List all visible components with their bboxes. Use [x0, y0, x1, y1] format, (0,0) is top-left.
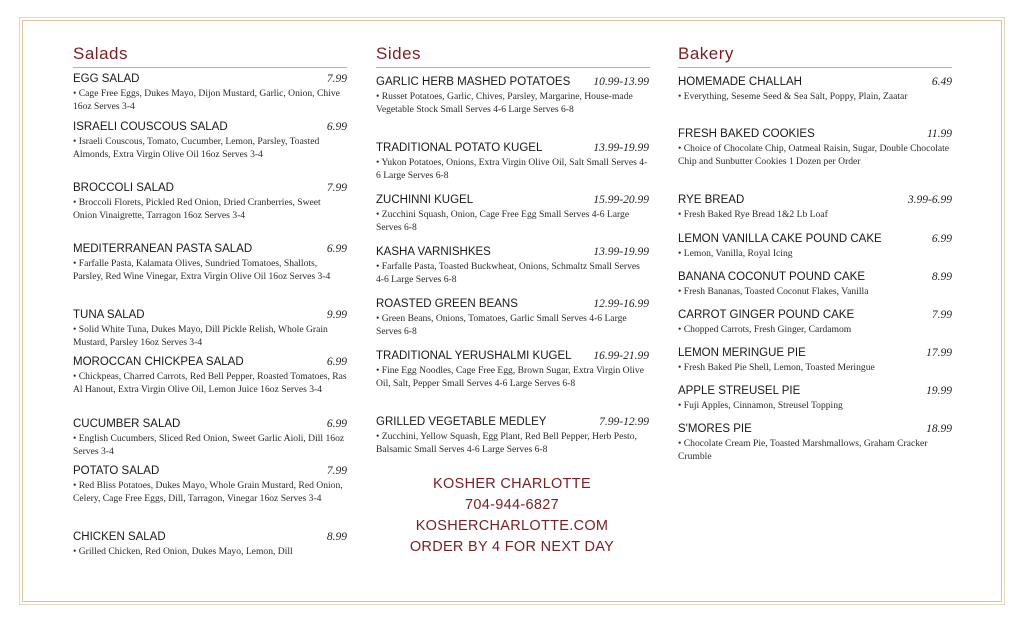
item-description: • Fresh Bananas, Toasted Coconut Flakes, Vanilla: [678, 286, 869, 297]
item-price: 7.99: [326, 182, 347, 194]
item-price: 12.99-16.99: [593, 298, 649, 310]
menu-item: [678, 308, 952, 337]
menu-item: [678, 75, 952, 104]
item-price: 6.99: [326, 418, 347, 430]
item-price: 8.99: [931, 271, 952, 283]
item-name: EGG SALAD: [73, 73, 140, 85]
menu-item: [678, 384, 952, 413]
item-name: GRILLED VEGETABLE MEDLEY: [376, 416, 547, 428]
item-name: CARROT GINGER POUND CAKE: [678, 309, 855, 321]
item-name: ZUCHINNI KUGEL: [376, 194, 474, 206]
item-price: 6.99: [326, 121, 347, 133]
item-description: • Broccoli Florets, Pickled Red Onion, Dried Cranberries, Sweet Onion Vinaigrette, Tarragon 16oz Serves 3-4: [73, 197, 321, 221]
item-price: 6.99: [326, 356, 347, 368]
contact-block: [376, 474, 648, 558]
item-description: • Everything, Seseme Seed & Sea Salt, Poppy, Plain, Zaatar: [678, 91, 908, 102]
menu-item: [73, 530, 347, 559]
menu-item: [73, 181, 347, 222]
sides-title: Sides: [376, 44, 422, 63]
item-name: BANANA COCONUT POUND CAKE: [678, 271, 866, 283]
item-description: • Chickpeas, Charred Carrots, Red Bell Pepper, Roasted Tomatoes, Ras Al Hanout, Extra Virgin Olive Oil, Lemon Juice 16oz Serves 3-4: [73, 371, 347, 395]
menu-item: [678, 346, 952, 375]
bakery-divider: [678, 67, 952, 68]
order-note: ORDER BY 4 FOR NEXT DAY: [409, 539, 615, 555]
item-price: 9.99: [326, 309, 347, 321]
menu-item: [678, 422, 952, 463]
item-name: ROASTED GREEN BEANS: [376, 298, 518, 310]
menu-item: [73, 355, 347, 396]
item-name: BROCCOLI SALAD: [73, 182, 174, 194]
item-name: LEMON VANILLA CAKE POUND CAKE: [678, 233, 882, 245]
menu-item: [376, 75, 649, 116]
menu-item: [678, 232, 952, 261]
item-description: • Chopped Carrots, Fresh Ginger, Cardamom: [678, 324, 852, 335]
item-description: • Zucchini, Yellow Squash, Egg Plant, Red Bell Pepper, Herb Pesto, Balsamic Small Serves 4-6 Large Serves 6-8: [376, 431, 637, 455]
menu-item: [376, 193, 649, 234]
item-price: 19.99: [926, 385, 952, 397]
item-description: • Fuji Apples, Cinnamon, Streusel Topping: [678, 400, 843, 411]
item-description: • Farfalle Pasta, Toasted Buckwheat, Onions, Schmaltz Small Serves 4-6 Large Serves 6-8: [376, 261, 640, 285]
menu-item: [376, 415, 649, 456]
item-description: • Fresh Baked Pie Shell, Lemon, Toasted Meringue: [678, 362, 875, 373]
business-name: KOSHER CHARLOTTE: [433, 476, 591, 492]
item-description: • Fresh Baked Rye Bread 1&2 Lb Loaf: [678, 209, 828, 220]
item-price: 13.99-19.99: [593, 142, 649, 154]
menu-item: [678, 193, 952, 222]
menu-item: [73, 242, 347, 283]
item-name: CHICKEN SALAD: [73, 531, 166, 543]
item-name: FRESH BAKED COOKIES: [678, 128, 815, 140]
item-description: • Israeli Couscous, Tomato, Cucumber, Lemon, Parsley, Toasted Almonds, Extra Virgin Olive Oil 16oz Serves 3-4: [73, 136, 320, 160]
item-price: 6.49: [931, 76, 952, 88]
item-price: 10.99-13.99: [593, 76, 649, 88]
item-description: • Lemon, Vanilla, Royal Icing: [678, 248, 793, 259]
menu-item: [376, 245, 649, 286]
item-name: MOROCCAN CHICKPEA SALAD: [73, 356, 244, 368]
sides-divider: [376, 67, 650, 68]
item-description: • Yukon Potatoes, Onions, Extra Virgin Olive Oil, Salt Small Serves 4-6 Large Serves 6-8: [376, 157, 648, 181]
item-name: TUNA SALAD: [73, 309, 145, 321]
item-description: • Grilled Chicken, Red Onion, Dukes Mayo, Lemon, Dill: [73, 546, 293, 557]
item-name: RYE BREAD: [678, 194, 745, 206]
item-price: 17.99: [926, 347, 952, 359]
item-description: • English Cucumbers, Sliced Red Onion, Sweet Garlic Aioli, Dill 16oz Serves 3-4: [73, 433, 345, 457]
item-name: ISRAELI COUSCOUS SALAD: [73, 121, 228, 133]
item-price: 3.99-6.99: [907, 194, 952, 206]
menu-item: [376, 297, 649, 338]
item-price: 13.99-19.99: [593, 246, 649, 258]
salads-divider: [73, 67, 347, 68]
item-description: • Solid White Tuna, Dukes Mayo, Dill Pickle Relish, Whole Grain Mustard, Parsley 16oz Serves 3-4: [73, 324, 328, 348]
item-price: 7.99-12.99: [599, 416, 649, 428]
item-description: • Choice of Chocolate Chip, Oatmeal Raisin, Sugar, Double Chocolate Chip and Sunbutter Cookies 1 Dozen per Order: [678, 143, 950, 167]
item-name: HOMEMADE CHALLAH: [678, 76, 802, 88]
item-description: • Fine Egg Noodles, Cage Free Egg, Brown Sugar, Extra Virgin Olive Oil, Salt, Pepper Small Serves 4-6 Large Serves 6-8: [376, 365, 644, 389]
item-description: • Farfalle Pasta, Kalamata Olives, Sundried Tomatoes, Shallots, Parsley, Red Wine Vinegar, Extra Virgin Olive Oil 16oz Serves 3-4: [73, 258, 331, 282]
item-price: 15.99-20.99: [593, 194, 649, 206]
menu-item: [678, 127, 952, 168]
item-price: 16.99-21.99: [593, 350, 649, 362]
menu-item: [376, 349, 649, 390]
item-name: TRADITIONAL YERUSHALMI KUGEL: [376, 350, 572, 362]
item-description: • Chocolate Cream Pie, Toasted Marshmallows, Graham Cracker Crumble: [678, 438, 928, 462]
item-description: • Zucchini Squash, Onion, Cage Free Egg Small Serves 4-6 Large Serves 6-8: [376, 209, 630, 233]
menu-item: [73, 464, 347, 505]
item-description: • Russet Potatoes, Garlic, Chives, Parsley, Margarine, House-made Vegetable Stock Small Serves 4-6 Large Serves 6-8: [376, 91, 633, 115]
bakery-title: Bakery: [678, 44, 734, 63]
item-price: 6.99: [931, 233, 952, 245]
item-name: APPLE STREUSEL PIE: [678, 385, 801, 397]
item-name: GARLIC HERB MASHED POTATOES: [376, 76, 571, 88]
menu-item: [73, 308, 347, 349]
item-name: KASHA VARNISHKES: [376, 246, 491, 258]
item-description: • Cage Free Eggs, Dukes Mayo, Dijon Mustard, Garlic, Onion, Chive 16oz Serves 3-4: [73, 88, 340, 112]
menu-item: [376, 141, 649, 182]
website-link[interactable]: KOSHERCHARLOTTE.COM: [415, 518, 609, 534]
menu-item: [73, 120, 347, 161]
menu-item: [73, 417, 347, 458]
item-description: • Red Bliss Potatoes, Dukes Mayo, Whole Grain Mustard, Red Onion, Celery, Cage Free Eggs, Dill, Tarragon, Vinegar 16oz Serves 3-4: [73, 480, 343, 504]
item-price: 7.99: [326, 465, 347, 477]
item-description: • Green Beans, Onions, Tomatoes, Garlic Small Serves 4-6 Large Serves 6-8: [376, 313, 627, 337]
item-name: CUCUMBER SALAD: [73, 418, 181, 430]
item-name: MEDITERRANEAN PASTA SALAD: [73, 243, 253, 255]
phone-number[interactable]: 704-944-6827: [465, 497, 559, 513]
salads-title: Salads: [73, 44, 128, 63]
item-price: 6.99: [326, 243, 347, 255]
item-name: POTATO SALAD: [73, 465, 160, 477]
item-name: S'MORES PIE: [678, 423, 752, 435]
item-name: LEMON MERINGUE PIE: [678, 347, 806, 359]
menu-item: [678, 270, 952, 299]
item-price: 11.99: [926, 128, 952, 140]
item-price: 8.99: [326, 531, 347, 543]
item-price: 7.99: [326, 73, 347, 85]
menu-item: [73, 72, 347, 113]
item-price: 18.99: [926, 423, 952, 435]
item-price: 7.99: [931, 309, 952, 321]
item-name: TRADITIONAL POTATO KUGEL: [376, 142, 543, 154]
